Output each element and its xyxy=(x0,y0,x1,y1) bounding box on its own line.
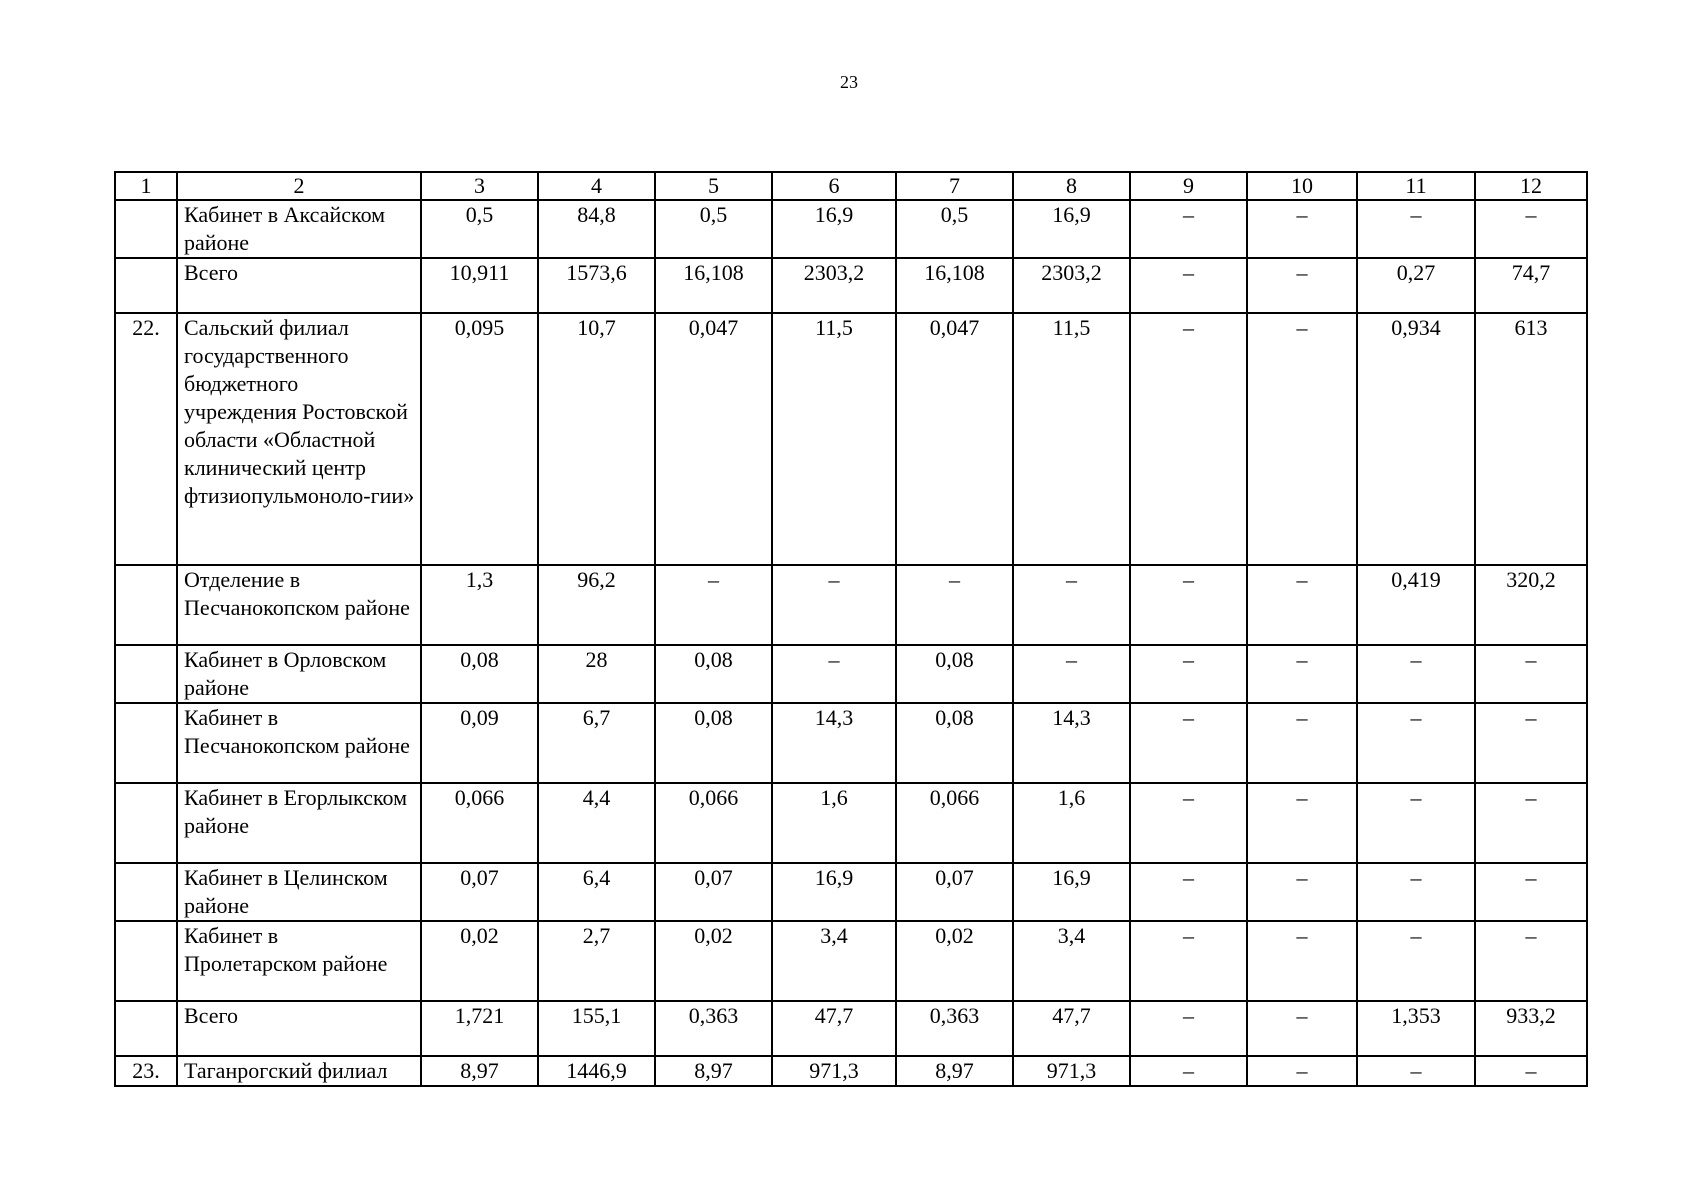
header-cell: 11 xyxy=(1357,172,1475,200)
table-row xyxy=(115,783,1587,863)
row-name-cell: Сальский филиал государственного бюджетного учреждения Ростовской области «Областной клинический центр фтизиопульмоноло-гии» xyxy=(177,313,421,565)
value-cell-col-7: 0,047 xyxy=(896,313,1013,565)
header-cell: 6 xyxy=(772,172,896,200)
value-cell-col-9: – xyxy=(1130,645,1247,703)
value-cell-col-4: 28 xyxy=(538,645,655,703)
value-cell-col-7: 0,08 xyxy=(896,703,1013,783)
value-cell-col-4: 155,1 xyxy=(538,1001,655,1056)
value-cell-col-10: – xyxy=(1247,200,1357,258)
value-cell-col-6: – xyxy=(772,565,896,645)
value-cell-col-3: 0,066 xyxy=(421,783,538,863)
value-cell-col-3: 1,721 xyxy=(421,1001,538,1056)
value-cell-col-3: 0,09 xyxy=(421,703,538,783)
value-cell-col-11: 0,27 xyxy=(1357,258,1475,313)
row-number-cell xyxy=(115,258,177,313)
value-cell-col-9: – xyxy=(1130,1001,1247,1056)
value-cell-col-11: 0,419 xyxy=(1357,565,1475,645)
value-cell-col-3: 0,08 xyxy=(421,645,538,703)
table-row xyxy=(115,645,1587,703)
value-cell-col-11: – xyxy=(1357,863,1475,921)
value-cell-col-8: – xyxy=(1013,645,1130,703)
value-cell-col-4: 1446,9 xyxy=(538,1056,655,1086)
value-cell-col-7: 0,08 xyxy=(896,645,1013,703)
value-cell-col-9: – xyxy=(1130,863,1247,921)
value-cell-col-12: – xyxy=(1475,863,1587,921)
value-cell-col-8: 16,9 xyxy=(1013,863,1130,921)
value-cell-col-12: 613 xyxy=(1475,313,1587,565)
row-name-cell: Таганрогский филиал xyxy=(177,1056,421,1086)
value-cell-col-6: 3,4 xyxy=(772,921,896,1001)
value-cell-col-12: 933,2 xyxy=(1475,1001,1587,1056)
value-cell-col-12: 74,7 xyxy=(1475,258,1587,313)
row-name-cell: Кабинет в Аксайском районе xyxy=(177,200,421,258)
row-number-cell xyxy=(115,1001,177,1056)
value-cell-col-5: 0,08 xyxy=(655,703,772,783)
value-cell-col-6: 11,5 xyxy=(772,313,896,565)
header-cell: 9 xyxy=(1130,172,1247,200)
value-cell-col-4: 4,4 xyxy=(538,783,655,863)
value-cell-col-10: – xyxy=(1247,783,1357,863)
value-cell-col-11: 1,353 xyxy=(1357,1001,1475,1056)
value-cell-col-11: – xyxy=(1357,645,1475,703)
row-name-cell: Кабинет в Целинском районе xyxy=(177,863,421,921)
value-cell-col-6: 1,6 xyxy=(772,783,896,863)
value-cell-col-10: – xyxy=(1247,703,1357,783)
value-cell-col-11: – xyxy=(1357,1056,1475,1086)
value-cell-col-5: 0,07 xyxy=(655,863,772,921)
header-cell: 8 xyxy=(1013,172,1130,200)
header-row xyxy=(115,172,1587,200)
value-cell-col-10: – xyxy=(1247,1001,1357,1056)
value-cell-col-9: – xyxy=(1130,200,1247,258)
row-number-cell xyxy=(115,703,177,783)
value-cell-col-12: – xyxy=(1475,783,1587,863)
value-cell-col-8: 2303,2 xyxy=(1013,258,1130,313)
row-number-cell: 22. xyxy=(115,313,177,565)
table-row xyxy=(115,1056,1587,1086)
value-cell-col-9: – xyxy=(1130,258,1247,313)
value-cell-col-7: 16,108 xyxy=(896,258,1013,313)
value-cell-col-11: – xyxy=(1357,703,1475,783)
row-number-cell: 23. xyxy=(115,1056,177,1086)
value-cell-col-11: – xyxy=(1357,921,1475,1001)
value-cell-col-4: 6,4 xyxy=(538,863,655,921)
value-cell-col-4: 6,7 xyxy=(538,703,655,783)
row-number-cell xyxy=(115,921,177,1001)
row-name-cell: Кабинет в Егорлыкском районе xyxy=(177,783,421,863)
value-cell-col-6: 2303,2 xyxy=(772,258,896,313)
table-row xyxy=(115,565,1587,645)
value-cell-col-10: – xyxy=(1247,863,1357,921)
value-cell-col-12: – xyxy=(1475,703,1587,783)
header-cell: 12 xyxy=(1475,172,1587,200)
value-cell-col-11: – xyxy=(1357,200,1475,258)
value-cell-col-6: 16,9 xyxy=(772,200,896,258)
value-cell-col-4: 10,7 xyxy=(538,313,655,565)
value-cell-col-9: – xyxy=(1130,921,1247,1001)
value-cell-col-6: 16,9 xyxy=(772,863,896,921)
value-cell-col-12: 320,2 xyxy=(1475,565,1587,645)
value-cell-col-5: – xyxy=(655,565,772,645)
value-cell-col-3: 0,5 xyxy=(421,200,538,258)
row-number-cell xyxy=(115,200,177,258)
value-cell-col-8: 14,3 xyxy=(1013,703,1130,783)
value-cell-col-9: – xyxy=(1130,313,1247,565)
value-cell-col-10: – xyxy=(1247,313,1357,565)
value-cell-col-7: 0,5 xyxy=(896,200,1013,258)
value-cell-col-4: 1573,6 xyxy=(538,258,655,313)
value-cell-col-7: 0,07 xyxy=(896,863,1013,921)
table-row xyxy=(115,921,1587,1001)
row-number-cell xyxy=(115,565,177,645)
table-row xyxy=(115,313,1587,565)
value-cell-col-8: 1,6 xyxy=(1013,783,1130,863)
value-cell-col-10: – xyxy=(1247,645,1357,703)
header-cell: 7 xyxy=(896,172,1013,200)
value-cell-col-7: 0,02 xyxy=(896,921,1013,1001)
value-cell-col-7: 8,97 xyxy=(896,1056,1013,1086)
value-cell-col-6: 14,3 xyxy=(772,703,896,783)
value-cell-col-8: 971,3 xyxy=(1013,1056,1130,1086)
value-cell-col-8: 11,5 xyxy=(1013,313,1130,565)
value-cell-col-8: 3,4 xyxy=(1013,921,1130,1001)
value-cell-col-10: – xyxy=(1247,565,1357,645)
value-cell-col-6: – xyxy=(772,645,896,703)
value-cell-col-8: 47,7 xyxy=(1013,1001,1130,1056)
value-cell-col-3: 8,97 xyxy=(421,1056,538,1086)
page-number: 23 xyxy=(840,72,858,92)
value-cell-col-5: 0,5 xyxy=(655,200,772,258)
value-cell-col-5: 8,97 xyxy=(655,1056,772,1086)
table-row xyxy=(115,1001,1587,1056)
value-cell-col-9: – xyxy=(1130,565,1247,645)
value-cell-col-11: – xyxy=(1357,783,1475,863)
value-cell-col-4: 96,2 xyxy=(538,565,655,645)
value-cell-col-7: – xyxy=(896,565,1013,645)
value-cell-col-12: – xyxy=(1475,921,1587,1001)
value-cell-col-5: 0,066 xyxy=(655,783,772,863)
value-cell-col-4: 2,7 xyxy=(538,921,655,1001)
value-cell-col-10: – xyxy=(1247,1056,1357,1086)
header-cell: 1 xyxy=(115,172,177,200)
header-cell: 4 xyxy=(538,172,655,200)
value-cell-col-3: 1,3 xyxy=(421,565,538,645)
header-cell: 10 xyxy=(1247,172,1357,200)
row-number-cell xyxy=(115,863,177,921)
value-cell-col-3: 0,07 xyxy=(421,863,538,921)
row-name-cell: Всего xyxy=(177,258,421,313)
value-cell-col-12: – xyxy=(1475,200,1587,258)
value-cell-col-11: 0,934 xyxy=(1357,313,1475,565)
row-name-cell: Кабинет в Орловском районе xyxy=(177,645,421,703)
row-number-cell xyxy=(115,645,177,703)
table-row xyxy=(115,703,1587,783)
value-cell-col-6: 47,7 xyxy=(772,1001,896,1056)
data-table xyxy=(114,171,1588,1087)
value-cell-col-9: – xyxy=(1130,703,1247,783)
value-cell-col-10: – xyxy=(1247,921,1357,1001)
table-row xyxy=(115,200,1587,258)
value-cell-col-5: 0,02 xyxy=(655,921,772,1001)
value-cell-col-8: – xyxy=(1013,565,1130,645)
value-cell-col-3: 0,02 xyxy=(421,921,538,1001)
value-cell-col-8: 16,9 xyxy=(1013,200,1130,258)
value-cell-col-3: 0,095 xyxy=(421,313,538,565)
header-cell: 5 xyxy=(655,172,772,200)
value-cell-col-4: 84,8 xyxy=(538,200,655,258)
value-cell-col-12: – xyxy=(1475,645,1587,703)
value-cell-col-6: 971,3 xyxy=(772,1056,896,1086)
table-row xyxy=(115,258,1587,313)
value-cell-col-7: 0,363 xyxy=(896,1001,1013,1056)
value-cell-col-5: 16,108 xyxy=(655,258,772,313)
value-cell-col-5: 0,047 xyxy=(655,313,772,565)
value-cell-col-9: – xyxy=(1130,1056,1247,1086)
row-name-cell: Всего xyxy=(177,1001,421,1056)
value-cell-col-7: 0,066 xyxy=(896,783,1013,863)
value-cell-col-5: 0,08 xyxy=(655,645,772,703)
row-number-cell xyxy=(115,783,177,863)
table-row xyxy=(115,863,1587,921)
row-name-cell: Кабинет в Пролетарском районе xyxy=(177,921,421,1001)
row-name-cell: Отделение в Песчанокопском районе xyxy=(177,565,421,645)
value-cell-col-9: – xyxy=(1130,783,1247,863)
value-cell-col-5: 0,363 xyxy=(655,1001,772,1056)
row-name-cell: Кабинет в Песчанокопском районе xyxy=(177,703,421,783)
value-cell-col-10: – xyxy=(1247,258,1357,313)
header-cell: 2 xyxy=(177,172,421,200)
value-cell-col-3: 10,911 xyxy=(421,258,538,313)
header-cell: 3 xyxy=(421,172,538,200)
value-cell-col-12: – xyxy=(1475,1056,1587,1086)
